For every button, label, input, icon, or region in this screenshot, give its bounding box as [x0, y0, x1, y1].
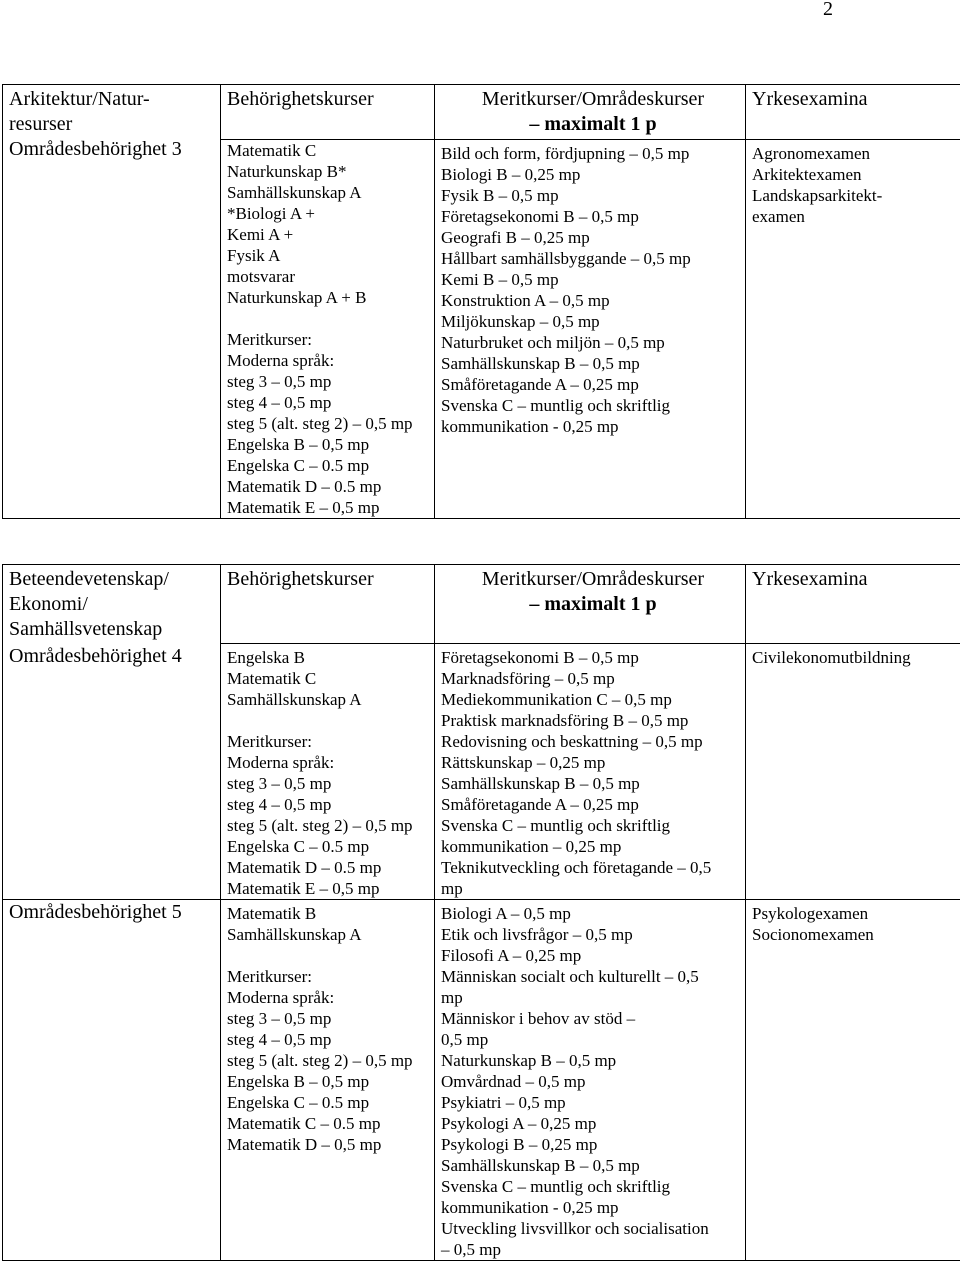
degree-line: examen — [752, 206, 960, 227]
omradeskurser-list — [441, 647, 745, 899]
course-line: Naturkunskap A + B — [227, 287, 434, 308]
course-line: Marknadsföring – 0,5 mp — [441, 668, 745, 689]
course-line: Kemi A + — [227, 224, 434, 245]
course-line: Företagsekonomi B – 0,5 mp — [441, 647, 745, 668]
merit-line: Moderna språk: — [227, 350, 434, 371]
course-line: Utveckling livsvillkor och socialisation — [441, 1218, 745, 1239]
course-line: 0,5 mp — [441, 1029, 745, 1050]
merit-line: Matematik E – 0,5 mp — [227, 497, 434, 518]
course-line: Samhällskunskap B – 0,5 mp — [441, 1155, 745, 1176]
course-line: Svenska C – muntlig och skriftlig — [441, 815, 745, 836]
merit-line: steg 3 – 0,5 mp — [227, 1008, 434, 1029]
merit-heading: Meritkurser: — [227, 731, 434, 752]
area-title: Samhällsvetenskap — [9, 617, 220, 642]
area-title: Arkitektur/Natur- — [9, 87, 220, 112]
area-subtitle: Områdesbehörighet 3 — [9, 137, 220, 162]
column-header-line: – maximalt 1 p — [441, 112, 745, 137]
yrkesexamina-list — [752, 903, 960, 945]
table-header-row — [3, 565, 960, 644]
merit-line: steg 5 (alt. steg 2) – 0,5 mp — [227, 1050, 434, 1071]
area-title: Ekonomi/ — [9, 592, 220, 617]
merit-line: Engelska C – 0.5 mp — [227, 1092, 434, 1113]
course-line: Psykiatri – 0,5 mp — [441, 1092, 745, 1113]
course-line: Biologi B – 0,25 mp — [441, 164, 745, 185]
column-header: Yrkesexamina — [746, 565, 960, 644]
merit-heading: Meritkurser: — [227, 329, 434, 350]
column-header-line: Meritkurser/Områdeskurser — [441, 87, 745, 112]
behorighet-list — [227, 140, 434, 308]
course-line: Naturkunskap B – 0,5 mp — [441, 1050, 745, 1071]
course-line: Samhällskunskap B – 0,5 mp — [441, 773, 745, 794]
area-title: resurser — [9, 112, 220, 137]
course-line: Naturkunskap B* — [227, 161, 434, 182]
course-line: – 0,5 mp — [441, 1239, 745, 1260]
merit-line: Engelska C – 0.5 mp — [227, 455, 434, 476]
course-line: Rättskunskap – 0,25 mp — [441, 752, 745, 773]
table-header-row — [3, 85, 960, 140]
degree-line: Landskapsarkitekt- — [752, 185, 960, 206]
merit-line: steg 5 (alt. steg 2) – 0,5 mp — [227, 413, 434, 434]
merit-line: Matematik D – 0.5 mp — [227, 857, 434, 878]
behorighet-list — [227, 903, 434, 945]
merit-heading: Meritkurser: — [227, 966, 434, 987]
merit-line: steg 5 (alt. steg 2) – 0,5 mp — [227, 815, 434, 836]
table-arkitektur — [2, 84, 960, 519]
merit-line: Moderna språk: — [227, 987, 434, 1008]
column-header-line: – maximalt 1 p — [441, 592, 745, 617]
behorighet-cell — [221, 644, 435, 900]
course-line: Mediekommunikation C – 0,5 mp — [441, 689, 745, 710]
omradeskurser-cell — [435, 900, 746, 1261]
course-line: kommunikation - 0,25 mp — [441, 416, 745, 437]
course-line: Miljökunskap – 0,5 mp — [441, 311, 745, 332]
omradeskurser-list — [441, 903, 745, 1260]
course-line: Svenska C – muntlig och skriftlig — [441, 1176, 745, 1197]
course-line: Psykologi B – 0,25 mp — [441, 1134, 745, 1155]
course-line: Kemi B – 0,5 mp — [441, 269, 745, 290]
course-line: Småföretagande A – 0,25 mp — [441, 374, 745, 395]
course-line: Samhällskunskap A — [227, 182, 434, 203]
course-line: Geografi B – 0,25 mp — [441, 227, 745, 248]
course-line: Redovisning och beskattning – 0,5 mp — [441, 731, 745, 752]
merit-list — [227, 987, 434, 1155]
course-line: Engelska B — [227, 647, 434, 668]
degree-line: Arkitektexamen — [752, 164, 960, 185]
yrkesexamina-list — [752, 647, 960, 668]
course-line: Matematik B — [227, 903, 434, 924]
course-line: *Biologi A + — [227, 203, 434, 224]
column-header: Yrkesexamina — [746, 85, 960, 140]
course-line: Psykologi A – 0,25 mp — [441, 1113, 745, 1134]
merit-line: Engelska C – 0.5 mp — [227, 836, 434, 857]
merit-line: Matematik E – 0,5 mp — [227, 878, 434, 899]
area-cell — [3, 85, 221, 519]
merit-line: Engelska B – 0,5 mp — [227, 1071, 434, 1092]
area-cell — [3, 644, 221, 900]
degree-line: Socionomexamen — [752, 924, 960, 945]
course-line: Praktisk marknadsföring B – 0,5 mp — [441, 710, 745, 731]
course-line: motsvarar — [227, 266, 434, 287]
course-line: Konstruktion A – 0,5 mp — [441, 290, 745, 311]
course-line: Samhällskunskap A — [227, 689, 434, 710]
course-line: Matematik C — [227, 668, 434, 689]
course-line: Människor i behov av stöd – — [441, 1008, 745, 1029]
merit-line: steg 3 – 0,5 mp — [227, 773, 434, 794]
course-line: Samhällskunskap B – 0,5 mp — [441, 353, 745, 374]
merit-line: steg 4 – 0,5 mp — [227, 794, 434, 815]
table-row — [3, 900, 960, 1261]
table-row — [3, 644, 960, 900]
course-line: Etik och livsfrågor – 0,5 mp — [441, 924, 745, 945]
merit-line: Matematik C – 0.5 mp — [227, 1113, 434, 1134]
merit-line: steg 4 – 0,5 mp — [227, 392, 434, 413]
course-line: Bild och form, fördjupning – 0,5 mp — [441, 143, 745, 164]
course-line: Hållbart samhällsbyggande – 0,5 mp — [441, 248, 745, 269]
behorighet-cell — [221, 900, 435, 1261]
course-line: Omvårdnad – 0,5 mp — [441, 1071, 745, 1092]
course-line: Företagsekonomi B – 0,5 mp — [441, 206, 745, 227]
course-line: Småföretagande A – 0,25 mp — [441, 794, 745, 815]
area-cell — [3, 565, 221, 644]
area-cell — [3, 900, 221, 1261]
merit-line: steg 4 – 0,5 mp — [227, 1029, 434, 1050]
omradeskurser-list — [441, 143, 745, 437]
course-line: Filosofi A – 0,25 mp — [441, 945, 745, 966]
behorighet-list — [227, 647, 434, 710]
page-number: 2 — [823, 0, 833, 21]
merit-line: steg 3 – 0,5 mp — [227, 371, 434, 392]
course-line: Fysik B – 0,5 mp — [441, 185, 745, 206]
yrkesexamina-cell — [746, 644, 960, 900]
omradeskurser-cell — [435, 140, 746, 519]
area-title: Beteendevetenskap/ — [9, 567, 220, 592]
degree-line: Agronomexamen — [752, 143, 960, 164]
merit-line: Matematik D – 0.5 mp — [227, 476, 434, 497]
course-line: Biologi A – 0,5 mp — [441, 903, 745, 924]
omradeskurser-cell — [435, 644, 746, 900]
merit-line: Matematik D – 0,5 mp — [227, 1134, 434, 1155]
yrkesexamina-cell — [746, 900, 960, 1261]
table-beteendevetenskap — [2, 564, 960, 1261]
course-line: mp — [441, 878, 745, 899]
course-line: Naturbruket och miljön – 0,5 mp — [441, 332, 745, 353]
degree-line: Psykologexamen — [752, 903, 960, 924]
course-line: Teknikutveckling och företagande – 0,5 — [441, 857, 745, 878]
degree-line: Civilekonomutbildning — [752, 647, 960, 668]
yrkesexamina-cell — [746, 140, 960, 519]
course-line: mp — [441, 987, 745, 1008]
course-line: Människan socialt och kulturellt – 0,5 — [441, 966, 745, 987]
column-header — [435, 85, 746, 140]
course-line: Matematik C — [227, 140, 434, 161]
yrkesexamina-list — [752, 143, 960, 227]
course-line: kommunikation – 0,25 mp — [441, 836, 745, 857]
column-header: Behörighetskurser — [221, 85, 435, 140]
column-header-line: Meritkurser/Områdeskurser — [441, 567, 745, 592]
course-line: Svenska C – muntlig och skriftlig — [441, 395, 745, 416]
course-line: Samhällskunskap A — [227, 924, 434, 945]
column-header — [435, 565, 746, 644]
course-line: Fysik A — [227, 245, 434, 266]
merit-list — [227, 350, 434, 518]
merit-line: Moderna språk: — [227, 752, 434, 773]
column-header: Behörighetskurser — [221, 565, 435, 644]
course-line: kommunikation - 0,25 mp — [441, 1197, 745, 1218]
area-subtitle: Områdesbehörighet 5 — [9, 900, 220, 925]
area-subtitle: Områdesbehörighet 4 — [9, 644, 220, 669]
behorighet-cell — [221, 140, 435, 519]
merit-line: Engelska B – 0,5 mp — [227, 434, 434, 455]
merit-list — [227, 752, 434, 899]
